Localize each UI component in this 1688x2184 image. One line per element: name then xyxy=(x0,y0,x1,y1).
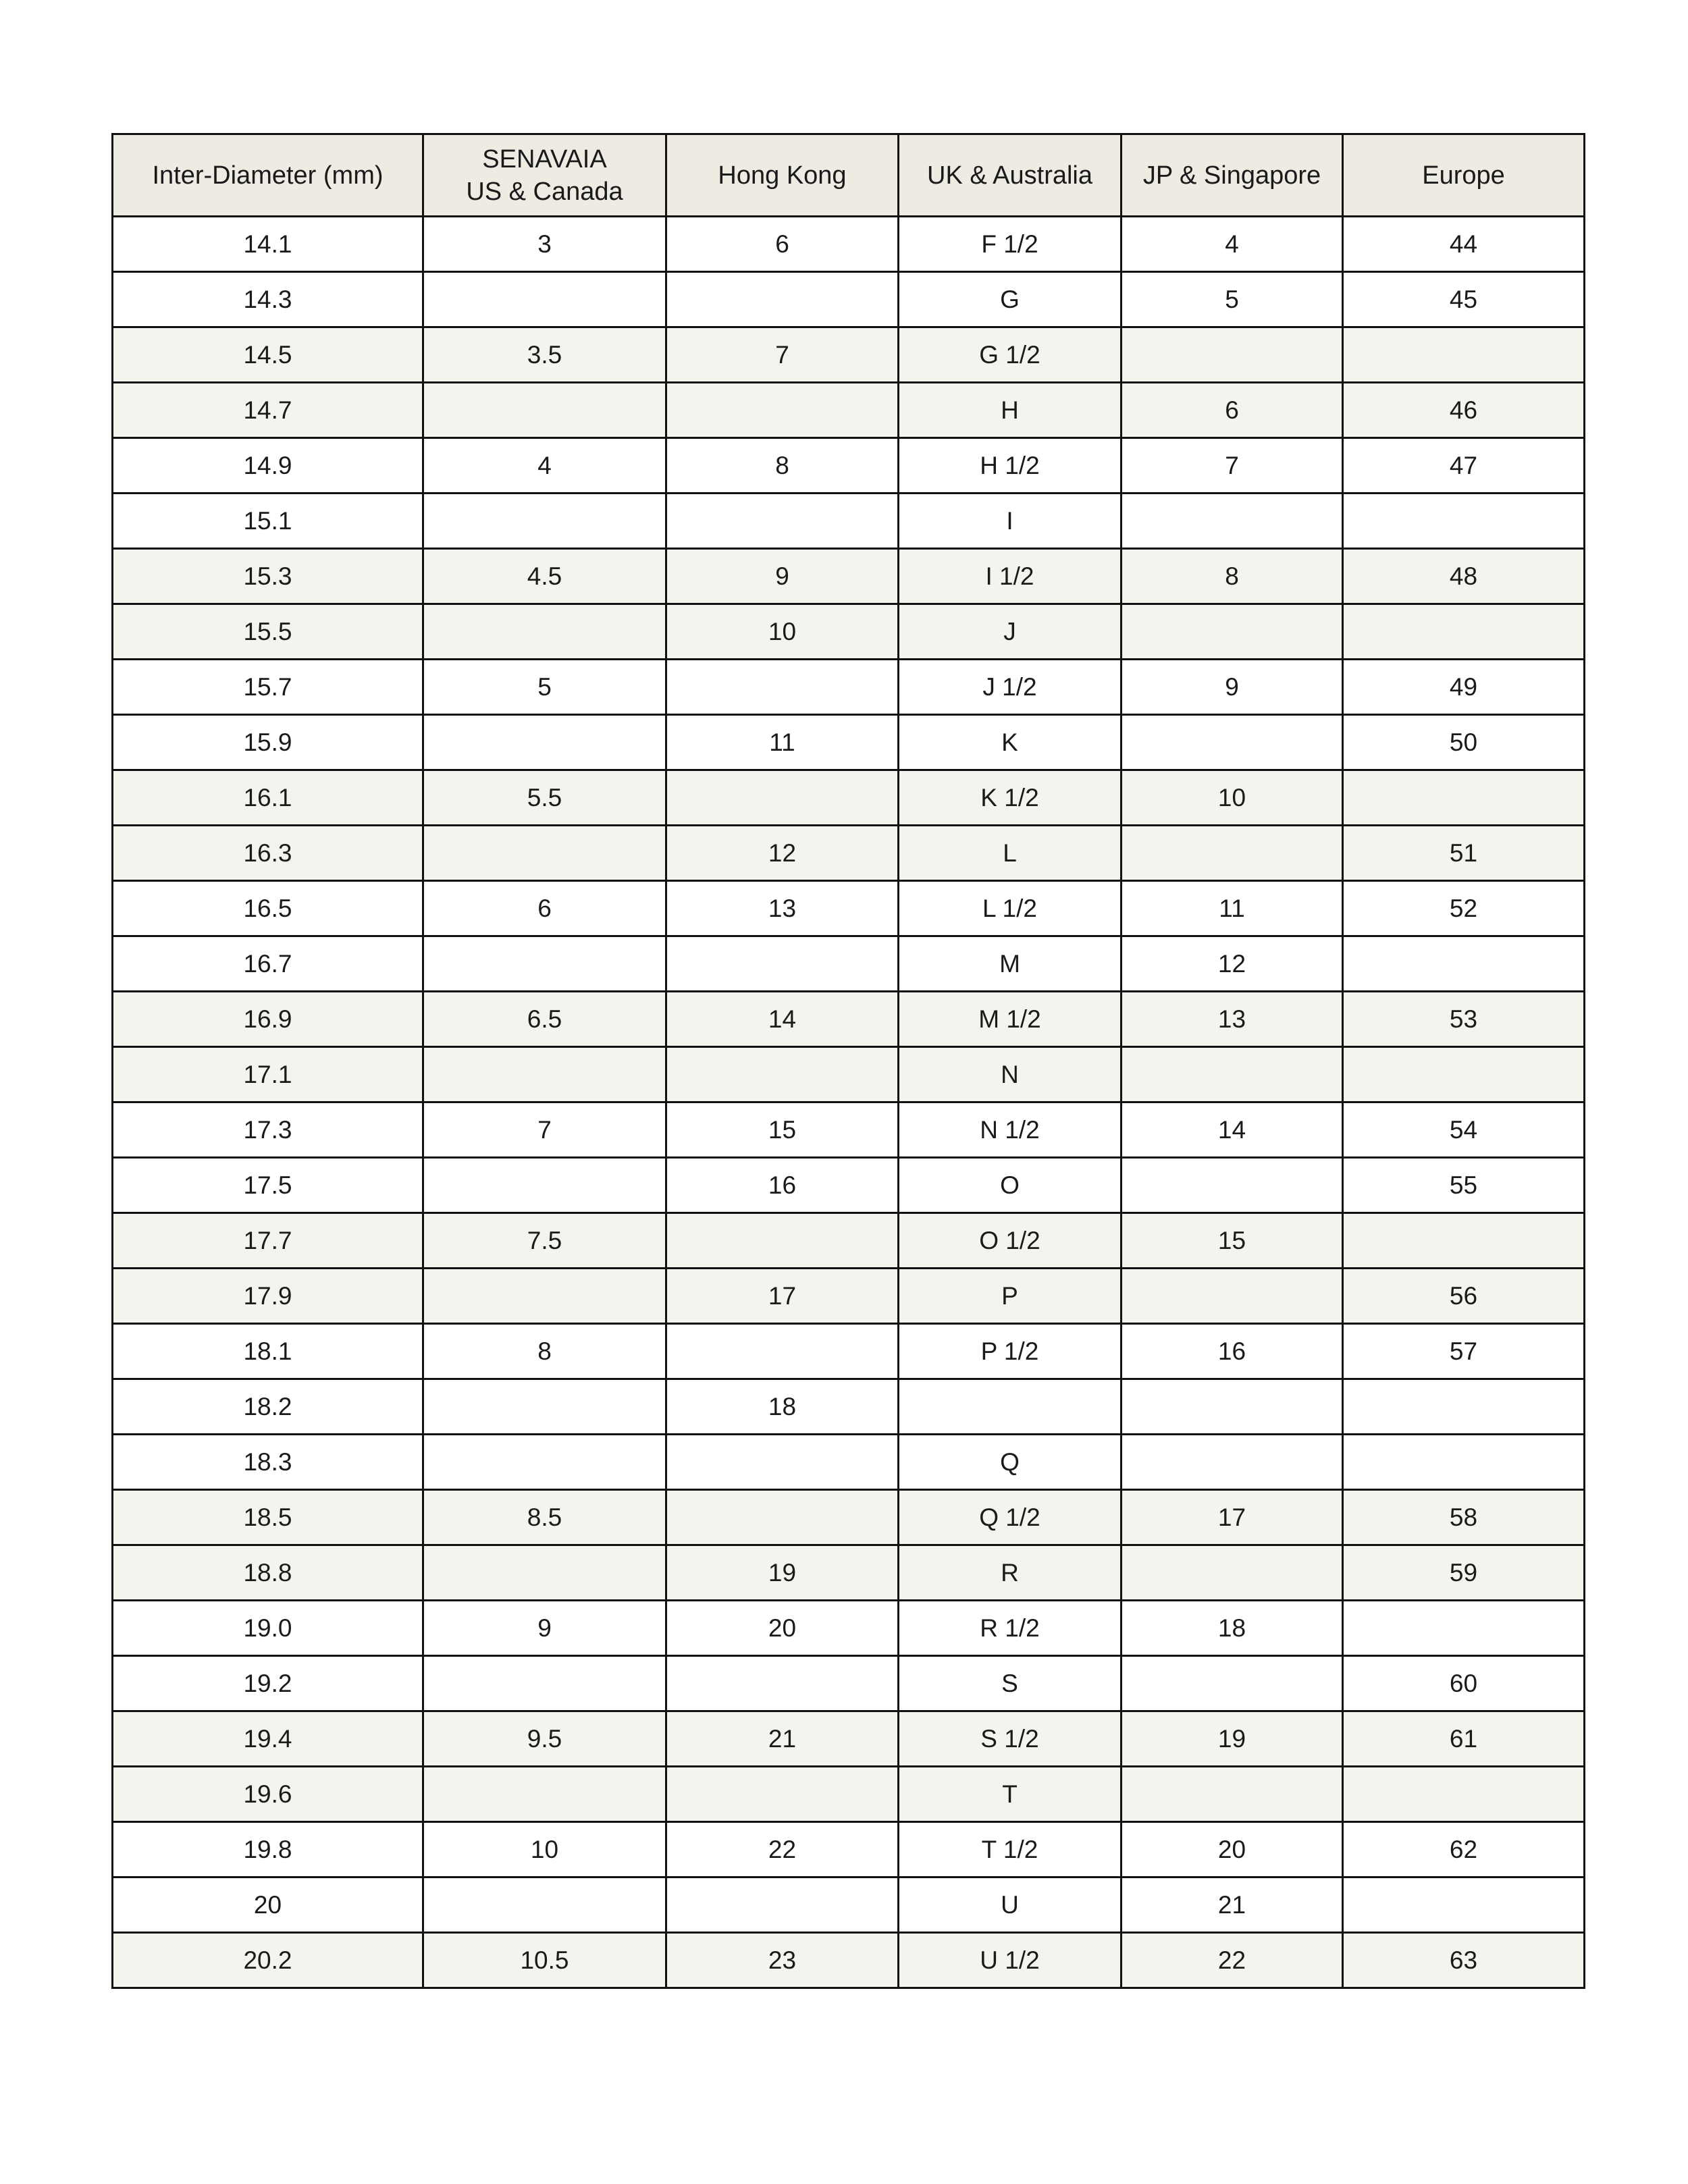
header-inter-diameter-line: Inter-Diameter (mm) xyxy=(152,161,384,190)
diameter-cell: 17.3 xyxy=(113,1102,423,1158)
us-canada-cell: 3 xyxy=(423,217,666,272)
table-row xyxy=(113,1822,1585,1877)
jp-singapore-cell: 11 xyxy=(1122,881,1343,936)
hong-kong-cell: 21 xyxy=(666,1711,899,1767)
us-canada-cell: 6 xyxy=(423,881,666,936)
uk-australia-cell: J 1/2 xyxy=(899,660,1122,715)
jp-singapore-cell xyxy=(1122,1158,1343,1213)
hong-kong-cell xyxy=(666,1656,899,1711)
diameter-cell: 17.1 xyxy=(113,1047,423,1102)
hong-kong-cell xyxy=(666,1767,899,1822)
diameter-cell: 16.9 xyxy=(113,992,423,1047)
jp-singapore-cell xyxy=(1122,1269,1343,1324)
table-row xyxy=(113,217,1585,272)
hong-kong-cell xyxy=(666,660,899,715)
jp-singapore-cell: 13 xyxy=(1122,992,1343,1047)
uk-australia-cell: G 1/2 xyxy=(899,327,1122,383)
europe-cell xyxy=(1343,1213,1585,1269)
table-row xyxy=(113,1379,1585,1435)
hong-kong-cell: 13 xyxy=(666,881,899,936)
table-row xyxy=(113,1656,1585,1711)
hong-kong-cell: 14 xyxy=(666,992,899,1047)
us-canada-cell xyxy=(423,1158,666,1213)
hong-kong-cell xyxy=(666,1213,899,1269)
header-row xyxy=(113,134,1585,217)
jp-singapore-cell xyxy=(1122,715,1343,770)
us-canada-cell: 6.5 xyxy=(423,992,666,1047)
europe-cell: 46 xyxy=(1343,383,1585,438)
header-europe-line: Europe xyxy=(1422,161,1505,190)
header-uk-australia-line: UK & Australia xyxy=(927,161,1092,190)
table-row xyxy=(113,1435,1585,1490)
uk-australia-cell: L xyxy=(899,826,1122,881)
hong-kong-cell: 16 xyxy=(666,1158,899,1213)
uk-australia-cell: S xyxy=(899,1656,1122,1711)
jp-singapore-cell xyxy=(1122,1767,1343,1822)
hong-kong-cell: 15 xyxy=(666,1102,899,1158)
hong-kong-cell xyxy=(666,1047,899,1102)
table-row xyxy=(113,1213,1585,1269)
diameter-cell: 16.3 xyxy=(113,826,423,881)
europe-cell: 44 xyxy=(1343,217,1585,272)
header-uk-australia xyxy=(899,134,1122,217)
hong-kong-cell: 10 xyxy=(666,604,899,660)
header-jp-singapore xyxy=(1122,134,1343,217)
jp-singapore-cell: 6 xyxy=(1122,383,1343,438)
jp-singapore-cell: 17 xyxy=(1122,1490,1343,1545)
header-us-canada xyxy=(423,134,666,217)
hong-kong-cell: 19 xyxy=(666,1545,899,1601)
us-canada-cell xyxy=(423,1269,666,1324)
table-row xyxy=(113,494,1585,549)
jp-singapore-cell: 8 xyxy=(1122,549,1343,604)
us-canada-cell: 8 xyxy=(423,1324,666,1379)
diameter-cell: 18.3 xyxy=(113,1435,423,1490)
hong-kong-cell: 12 xyxy=(666,826,899,881)
diameter-cell: 14.5 xyxy=(113,327,423,383)
europe-cell xyxy=(1343,1379,1585,1435)
header-hong-kong-line: Hong Kong xyxy=(718,161,847,190)
us-canada-cell: 10.5 xyxy=(423,1933,666,1988)
diameter-cell: 20.2 xyxy=(113,1933,423,1988)
uk-australia-cell: U xyxy=(899,1877,1122,1933)
europe-cell: 48 xyxy=(1343,549,1585,604)
jp-singapore-cell xyxy=(1122,327,1343,383)
table-row xyxy=(113,881,1585,936)
europe-cell: 45 xyxy=(1343,272,1585,327)
uk-australia-cell: Q 1/2 xyxy=(899,1490,1122,1545)
hong-kong-cell xyxy=(666,1435,899,1490)
diameter-cell: 19.0 xyxy=(113,1601,423,1656)
header-us-canada-line: SENAVAIA xyxy=(482,144,607,174)
uk-australia-cell: T 1/2 xyxy=(899,1822,1122,1877)
jp-singapore-cell: 15 xyxy=(1122,1213,1343,1269)
europe-cell: 52 xyxy=(1343,881,1585,936)
table-row xyxy=(113,715,1585,770)
us-canada-cell: 7 xyxy=(423,1102,666,1158)
uk-australia-cell: P xyxy=(899,1269,1122,1324)
us-canada-cell: 4.5 xyxy=(423,549,666,604)
jp-singapore-cell: 21 xyxy=(1122,1877,1343,1933)
hong-kong-cell: 22 xyxy=(666,1822,899,1877)
diameter-cell: 14.9 xyxy=(113,438,423,494)
us-canada-cell xyxy=(423,1767,666,1822)
europe-cell: 51 xyxy=(1343,826,1585,881)
uk-australia-cell: T xyxy=(899,1767,1122,1822)
table-row xyxy=(113,992,1585,1047)
uk-australia-cell: G xyxy=(899,272,1122,327)
us-canada-cell: 9.5 xyxy=(423,1711,666,1767)
europe-cell xyxy=(1343,1435,1585,1490)
us-canada-cell xyxy=(423,383,666,438)
diameter-cell: 18.5 xyxy=(113,1490,423,1545)
uk-australia-cell: F 1/2 xyxy=(899,217,1122,272)
us-canada-cell xyxy=(423,826,666,881)
diameter-cell: 16.5 xyxy=(113,881,423,936)
diameter-cell: 14.1 xyxy=(113,217,423,272)
header-us-canada-line: US & Canada xyxy=(466,177,623,206)
us-canada-cell: 10 xyxy=(423,1822,666,1877)
diameter-cell: 17.9 xyxy=(113,1269,423,1324)
header-europe xyxy=(1343,134,1585,217)
hong-kong-cell xyxy=(666,770,899,826)
uk-australia-cell: L 1/2 xyxy=(899,881,1122,936)
europe-cell: 55 xyxy=(1343,1158,1585,1213)
us-canada-cell xyxy=(423,272,666,327)
diameter-cell: 15.5 xyxy=(113,604,423,660)
jp-singapore-cell: 4 xyxy=(1122,217,1343,272)
table-row xyxy=(113,1767,1585,1822)
us-canada-cell: 5 xyxy=(423,660,666,715)
table-body xyxy=(113,217,1585,1988)
uk-australia-cell: R xyxy=(899,1545,1122,1601)
hong-kong-cell: 23 xyxy=(666,1933,899,1988)
jp-singapore-cell xyxy=(1122,1656,1343,1711)
jp-singapore-cell: 16 xyxy=(1122,1324,1343,1379)
us-canada-cell: 7.5 xyxy=(423,1213,666,1269)
jp-singapore-cell xyxy=(1122,1435,1343,1490)
table-row xyxy=(113,327,1585,383)
hong-kong-cell xyxy=(666,272,899,327)
header-inter-diameter xyxy=(113,134,423,217)
jp-singapore-cell xyxy=(1122,1379,1343,1435)
europe-cell: 59 xyxy=(1343,1545,1585,1601)
table-row xyxy=(113,1711,1585,1767)
us-canada-cell: 9 xyxy=(423,1601,666,1656)
europe-cell xyxy=(1343,770,1585,826)
diameter-cell: 16.7 xyxy=(113,936,423,992)
table-row xyxy=(113,438,1585,494)
europe-cell: 50 xyxy=(1343,715,1585,770)
europe-cell: 49 xyxy=(1343,660,1585,715)
table-row xyxy=(113,1269,1585,1324)
hong-kong-cell: 9 xyxy=(666,549,899,604)
jp-singapore-cell xyxy=(1122,826,1343,881)
uk-australia-cell xyxy=(899,1379,1122,1435)
europe-cell xyxy=(1343,936,1585,992)
jp-singapore-cell: 12 xyxy=(1122,936,1343,992)
us-canada-cell xyxy=(423,1379,666,1435)
uk-australia-cell: M 1/2 xyxy=(899,992,1122,1047)
europe-cell: 63 xyxy=(1343,1933,1585,1988)
table-row xyxy=(113,936,1585,992)
diameter-cell: 17.5 xyxy=(113,1158,423,1213)
uk-australia-cell: P 1/2 xyxy=(899,1324,1122,1379)
europe-cell xyxy=(1343,1877,1585,1933)
uk-australia-cell: J xyxy=(899,604,1122,660)
europe-cell: 61 xyxy=(1343,1711,1585,1767)
jp-singapore-cell: 9 xyxy=(1122,660,1343,715)
diameter-cell: 18.2 xyxy=(113,1379,423,1435)
diameter-cell: 16.1 xyxy=(113,770,423,826)
uk-australia-cell: N xyxy=(899,1047,1122,1102)
table-row xyxy=(113,1490,1585,1545)
europe-cell: 60 xyxy=(1343,1656,1585,1711)
header-hong-kong xyxy=(666,134,899,217)
table-header xyxy=(113,134,1585,217)
ring-size-table xyxy=(111,133,1585,1989)
hong-kong-cell: 8 xyxy=(666,438,899,494)
jp-singapore-cell xyxy=(1122,1545,1343,1601)
us-canada-cell xyxy=(423,604,666,660)
europe-cell: 47 xyxy=(1343,438,1585,494)
table-row xyxy=(113,1545,1585,1601)
table-row xyxy=(113,1047,1585,1102)
table-row xyxy=(113,826,1585,881)
table-row xyxy=(113,1877,1585,1933)
europe-cell xyxy=(1343,604,1585,660)
europe-cell: 62 xyxy=(1343,1822,1585,1877)
hong-kong-cell xyxy=(666,1490,899,1545)
table-row xyxy=(113,383,1585,438)
us-canada-cell xyxy=(423,1656,666,1711)
table-row xyxy=(113,604,1585,660)
table-row xyxy=(113,549,1585,604)
jp-singapore-cell xyxy=(1122,1047,1343,1102)
table-row xyxy=(113,1102,1585,1158)
jp-singapore-cell: 20 xyxy=(1122,1822,1343,1877)
jp-singapore-cell: 14 xyxy=(1122,1102,1343,1158)
uk-australia-cell: I xyxy=(899,494,1122,549)
hong-kong-cell: 7 xyxy=(666,327,899,383)
jp-singapore-cell xyxy=(1122,604,1343,660)
hong-kong-cell: 6 xyxy=(666,217,899,272)
hong-kong-cell: 11 xyxy=(666,715,899,770)
us-canada-cell xyxy=(423,715,666,770)
table-row xyxy=(113,1601,1585,1656)
uk-australia-cell: R 1/2 xyxy=(899,1601,1122,1656)
uk-australia-cell: O xyxy=(899,1158,1122,1213)
table-row xyxy=(113,1933,1585,1988)
europe-cell: 53 xyxy=(1343,992,1585,1047)
diameter-cell: 17.7 xyxy=(113,1213,423,1269)
table-row xyxy=(113,770,1585,826)
uk-australia-cell: K 1/2 xyxy=(899,770,1122,826)
us-canada-cell: 5.5 xyxy=(423,770,666,826)
diameter-cell: 19.8 xyxy=(113,1822,423,1877)
diameter-cell: 18.8 xyxy=(113,1545,423,1601)
diameter-cell: 18.1 xyxy=(113,1324,423,1379)
jp-singapore-cell: 22 xyxy=(1122,1933,1343,1988)
us-canada-cell xyxy=(423,1435,666,1490)
uk-australia-cell: H xyxy=(899,383,1122,438)
europe-cell: 56 xyxy=(1343,1269,1585,1324)
diameter-cell: 20 xyxy=(113,1877,423,1933)
hong-kong-cell: 17 xyxy=(666,1269,899,1324)
europe-cell: 57 xyxy=(1343,1324,1585,1379)
diameter-cell: 15.3 xyxy=(113,549,423,604)
jp-singapore-cell: 19 xyxy=(1122,1711,1343,1767)
diameter-cell: 19.2 xyxy=(113,1656,423,1711)
diameter-cell: 15.1 xyxy=(113,494,423,549)
uk-australia-cell: N 1/2 xyxy=(899,1102,1122,1158)
us-canada-cell: 8.5 xyxy=(423,1490,666,1545)
hong-kong-cell: 18 xyxy=(666,1379,899,1435)
europe-cell xyxy=(1343,327,1585,383)
uk-australia-cell: Q xyxy=(899,1435,1122,1490)
us-canada-cell xyxy=(423,1877,666,1933)
europe-cell xyxy=(1343,1767,1585,1822)
table-row xyxy=(113,272,1585,327)
us-canada-cell: 4 xyxy=(423,438,666,494)
diameter-cell: 19.4 xyxy=(113,1711,423,1767)
us-canada-cell xyxy=(423,1047,666,1102)
header-jp-singapore-line: JP & Singapore xyxy=(1142,161,1321,190)
diameter-cell: 15.7 xyxy=(113,660,423,715)
table-row xyxy=(113,1158,1585,1213)
diameter-cell: 15.9 xyxy=(113,715,423,770)
us-canada-cell: 3.5 xyxy=(423,327,666,383)
us-canada-cell xyxy=(423,494,666,549)
uk-australia-cell: M xyxy=(899,936,1122,992)
table-row xyxy=(113,660,1585,715)
diameter-cell: 14.7 xyxy=(113,383,423,438)
uk-australia-cell: S 1/2 xyxy=(899,1711,1122,1767)
uk-australia-cell: K xyxy=(899,715,1122,770)
uk-australia-cell: O 1/2 xyxy=(899,1213,1122,1269)
hong-kong-cell xyxy=(666,1877,899,1933)
uk-australia-cell: I 1/2 xyxy=(899,549,1122,604)
us-canada-cell xyxy=(423,1545,666,1601)
europe-cell xyxy=(1343,494,1585,549)
jp-singapore-cell: 5 xyxy=(1122,272,1343,327)
us-canada-cell xyxy=(423,936,666,992)
europe-cell xyxy=(1343,1601,1585,1656)
uk-australia-cell: U 1/2 xyxy=(899,1933,1122,1988)
europe-cell: 58 xyxy=(1343,1490,1585,1545)
europe-cell: 54 xyxy=(1343,1102,1585,1158)
jp-singapore-cell: 7 xyxy=(1122,438,1343,494)
jp-singapore-cell: 18 xyxy=(1122,1601,1343,1656)
table-row xyxy=(113,1324,1585,1379)
hong-kong-cell: 20 xyxy=(666,1601,899,1656)
hong-kong-cell xyxy=(666,383,899,438)
jp-singapore-cell xyxy=(1122,494,1343,549)
hong-kong-cell xyxy=(666,1324,899,1379)
uk-australia-cell: H 1/2 xyxy=(899,438,1122,494)
diameter-cell: 14.3 xyxy=(113,272,423,327)
hong-kong-cell xyxy=(666,936,899,992)
jp-singapore-cell: 10 xyxy=(1122,770,1343,826)
hong-kong-cell xyxy=(666,494,899,549)
diameter-cell: 19.6 xyxy=(113,1767,423,1822)
europe-cell xyxy=(1343,1047,1585,1102)
